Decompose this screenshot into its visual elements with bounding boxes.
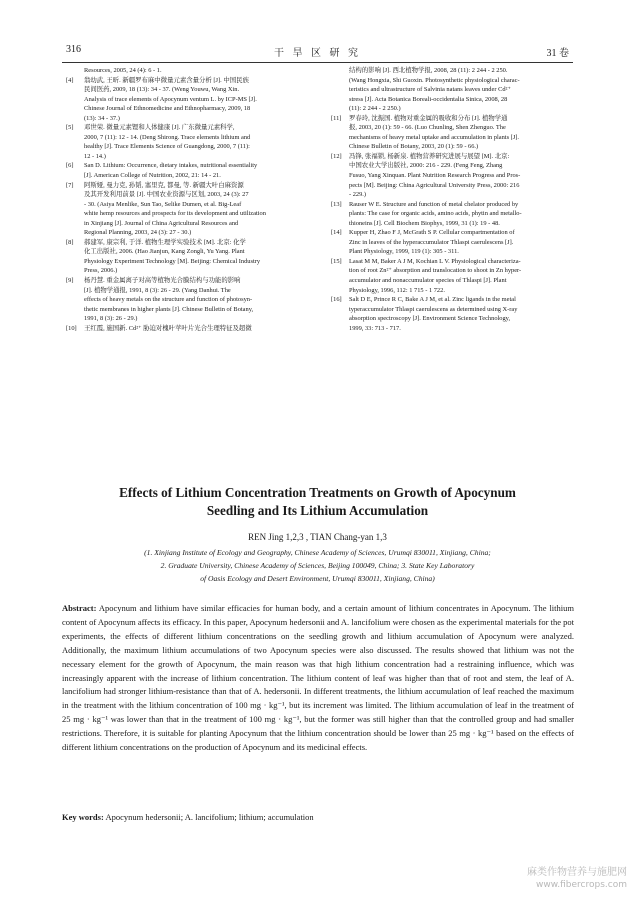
keywords: [62, 812, 574, 822]
reference-line: teristics and ultrastructure of Salvinia natans leaves under Cd²⁺: [349, 86, 511, 94]
site-watermark: [527, 866, 627, 891]
title-line-2: Seedling and Its Lithium Accumulation: [206, 503, 429, 518]
reference-line: mechanisms of heavy metal uptake and accumulation in plants [J].: [349, 133, 520, 141]
reference-line: 冯锋, 张福锁, 杨新泉. 植物营养研究进展与展望 [M]. 北京:: [349, 152, 510, 160]
reference-line: Salt D E, Prince R C, Bake A J M, et al. Zinc ligands in the metal: [349, 296, 516, 304]
reference-line: plants: The case for organic acids, amino acids, phytin and metallo-: [349, 210, 522, 218]
reference-number: [15]: [331, 257, 342, 265]
reference-line: 民间医药, 2009, 18 (13): 34 - 37. (Weng Youwu, Wang Xin.: [84, 86, 240, 94]
reference-line: (13): 34 - 37.): [84, 114, 120, 122]
reference-line: thioneins [J]. Cell Biochem Biophys, 1999, 31 (1): 19 - 48.: [349, 219, 500, 227]
watermark-site-name: 麻类作物营养与施肥网: [527, 867, 627, 878]
reference-line: accumulator and nonaccumulator species of Thlaspi [J]. Plant: [349, 277, 507, 285]
journal-name: 干 旱 区 研 究: [274, 48, 361, 59]
reference-item: [331, 114, 575, 152]
reference-line: San D. Lithium: Occurrence, dietary intakes, nutritional essentiality: [84, 162, 258, 170]
affiliation-line-1: (1. Xinjiang Institute of Ecology and Geography, Chinese Academy of Sciences, Urumqi 830011, Xinjiang, China;: [144, 548, 491, 557]
abstract: [62, 602, 574, 755]
reference-line: absorption spectroscopy [J]. Environment Science Technology,: [349, 315, 511, 323]
reference-line: Kupper H, Zhao F J, McGrath S P. Cellular compartmentation of: [349, 229, 515, 237]
reference-number: [4]: [66, 76, 74, 84]
reference-number: [12]: [331, 152, 342, 160]
reference-line: 及其开发利用前景 [J]. 中国农业资源与区划, 2003, 24 (3): 27: [84, 191, 249, 199]
reference-line: thetic membranes in higher plants [J]. Chinese Bulletin of Botany,: [84, 305, 254, 313]
reference-item: [66, 276, 314, 324]
reference-line: 郝建军, 康宗利, 于洋. 植物生理学实验技术 [M]. 北京: 化学: [84, 238, 246, 246]
title-line-1: Effects of Lithium Concentration Treatments on Growth of Apocynum: [119, 485, 516, 500]
references-left-column: [66, 66, 314, 333]
reference-line: typeraccumulator Thlaspi caerulescens as determined using X-ray: [349, 305, 518, 313]
reference-line: [J]. American College of Nutrition, 2002, 21: 14 - 21.: [84, 172, 221, 180]
reference-item: [331, 295, 575, 333]
affiliation-line-3: of Oasis Ecology and Desert Environment, Urumqi 830011, Xinjiang, China): [200, 574, 435, 583]
reference-line: Plant Physiology, 1999, 119 (1): 305 - 311.: [349, 248, 459, 256]
reference-item: [66, 181, 314, 238]
watermark-url: www.fibercrops.com: [536, 880, 627, 890]
reference-line: 中国农业大学出版社, 2000: 216 - 229. (Feng Feng, Zhang: [349, 162, 503, 170]
reference-line: 2000, 7 (11): 12 - 14. (Deng Shirong. Trace elements lithium and: [84, 133, 251, 141]
reference-line: - 229.): [349, 191, 367, 199]
reference-line: 杨丹慧. 重金属离子对高等植物光合膜结构与功能的影响: [84, 277, 241, 285]
reference-line: Resources, 2005, 24 (4): 6 - 1.: [84, 67, 162, 74]
reference-line: stress [J]. Acta Botanica Boreali-occidentalia Sinica, 2008, 28: [349, 95, 508, 103]
reference-item: [331, 152, 575, 200]
reference-item: [66, 161, 314, 180]
reference-item: [331, 257, 575, 295]
reference-number: [9]: [66, 277, 74, 285]
reference-line: Fusuo, Yang Xinquan. Plant Nutrition Research Progress and Pros-: [349, 172, 521, 180]
reference-line: 阿斯娅, 曼力克, 孙韬, 塞里克, 都曼, 等. 新疆大叶白麻资源: [84, 181, 244, 189]
reference-line: Chinese Journal of Ethnomedicine and Ethnopharmacy, 2009, 18: [84, 105, 251, 113]
reference-number: [13]: [331, 200, 342, 208]
reference-item: [66, 76, 314, 124]
reference-number: [7]: [66, 181, 74, 189]
reference-line: Chinese Bulletin of Botany, 2003, 20 (1): 59 - 66.): [349, 143, 479, 151]
reference-line: 邓世荣. 微量元素锂和人体健康 [J]. 广东微量元素科学,: [84, 124, 235, 132]
reference-line: Physiology Experiment Technology [M]. Beijing: Chemical Industry: [84, 257, 261, 265]
reference-line: Analysis of trace elements of Apocynum ventum L. by ICP-MS [J].: [84, 95, 257, 103]
reference-line: (11): 2 244 - 2 250.): [349, 105, 401, 113]
reference-line: 化工出版社, 2006. (Hao Jianjun, Kang Zongli, Yu Yang. Plant: [84, 248, 245, 256]
reference-line: 罗春玲, 沈振国. 植物对重金属的吸收和分布 [J]. 植物学通: [349, 114, 508, 122]
reference-line: Regional Planning, 2003, 24 (3): 27 - 30.): [84, 229, 192, 237]
keywords-label: Key words:: [62, 812, 104, 822]
reference-number: [5]: [66, 124, 74, 132]
reference-line: - 30. (Asiya Menlike, Sun Tao, Selike Dumen, et al. Big-Leaf: [84, 200, 242, 208]
reference-number: [11]: [331, 114, 342, 122]
reference-line: 王红霞, 施国新. Cd²⁺ 胁迫对槐叶苹叶片光合生理特征及超微: [84, 324, 252, 332]
reference-line: tion of root Zn²⁺ absorption and translocation to shoot in Zn hyper-: [349, 267, 522, 275]
reference-item: [331, 66, 575, 114]
reference-item: [66, 324, 314, 334]
abstract-label: Abstract:: [62, 603, 97, 613]
affiliations: [40, 546, 595, 585]
reference-line: 翁幼武, 王昕. 新疆罗布麻中微量元素含量分析 [J]. 中国民族: [84, 76, 249, 84]
reference-item: [66, 123, 314, 161]
abstract-text: Apocynum and lithium have similar efficacies for human body, and a certain amount of lithium concentrates in Apocynum. The lithium content of Apocynum affects its efficacy. In this paper, Apocynum hedersonii and A. lancifolium were chosen as the experimental materials for the pot experiments, the effects of different lithium concentrations on the seedling growth and lithium accumulation of Apocynum were analyzed. Additionally, the maximum lithium accumulations of two Apocynum species were also discussed. The results showed that lithium was not the necessary element for the growth of Apocynum, the main reason was that high lithium concentration had a restraining influence, which was increasingly apparent with the increase of lithium concentration. The lithium content of leaf was higher than that of root and stem, the leaf of A. lancifolium had stronger lithium-resistance than that of A. hedersonii. In different treatments, the lithium accumulation of leaf reached the maximum in the treatment with the lithium concentration of 100 mg · kg⁻¹, but its increment was limited. The lithium accumulation of leaf in the treatment of 25 mg · kg⁻¹ was lower than that in the treatment of 100 mg · kg⁻¹, but the former was still higher than that the controlled group and had smaller restrictions. Therefore, it is suitable for planting Apocynum that the lithium concentration should be lower than 25 mg · kg⁻¹ based on the effects of different lithium concentrations on the production of Apocynum and its medicinal effects.: [62, 603, 575, 753]
reference-number: [6]: [66, 162, 74, 170]
reference-item: [66, 238, 314, 276]
authors: REN Jing 1,2,3 , TIAN Chang-yan 1,3: [248, 532, 387, 542]
page-number: 316: [66, 44, 81, 55]
keywords-text: Apocynum hedersonii; A. lancifolium; lithium; accumulation: [105, 812, 314, 822]
reference-line: Physiology, 1996, 112: 1 715 - 1 722.: [349, 286, 445, 294]
reference-line: (Wang Hongxia, Shi Guoxin. Photosynthetic physiological charac-: [349, 76, 520, 84]
references-right-column: [331, 66, 575, 333]
reference-line: 报, 2003, 20 (1): 59 - 66. (Luo Chunling, Shen Zhenguo. The: [349, 124, 506, 132]
reference-number: [8]: [66, 238, 74, 246]
reference-number: [10]: [66, 324, 77, 332]
reference-line: white hemp resources and prospects for its development and utilization: [84, 210, 266, 218]
paper-title: [40, 484, 595, 520]
reference-line: Rauser W E. Structure and function of metal chelator produced by: [349, 200, 519, 208]
reference-line: healthy [J]. Trace Elements Science of Guangdong, 2000, 7 (11):: [84, 143, 250, 151]
reference-line: pects [M]. Beijing: China Agricultural University Press, 2000: 216: [349, 181, 520, 189]
reference-line: Lasat M M, Baker A J M, Kochian L V. Physiological characteriza-: [349, 257, 521, 265]
reference-line: in Xinjiang [J]. Journal of China Agricultural Resources and: [84, 219, 239, 227]
reference-line: 结构的影响 [J]. 西北植物学报, 2008, 28 (11): 2 244 - 2 250.: [349, 67, 508, 74]
reference-line: Zinc in leaves of the hyperaccumulator Thlaspi caerulescens [J].: [349, 238, 514, 246]
reference-line: 1991, 8 (3): 26 - 29.): [84, 315, 138, 323]
running-header: [66, 44, 569, 60]
reference-line: effects of heavy metals on the structure and function of photosyn-: [84, 296, 253, 304]
reference-item: [66, 66, 314, 76]
reference-item: [331, 228, 575, 257]
reference-line: [J]. 植物学通报, 1991, 8 (3): 26 - 29. (Yang Danhui. The: [84, 286, 231, 294]
affiliation-line-2: 2. Graduate University, Chinese Academy of Sciences, Beijing 100049, China; 3. State Key Laboratory: [160, 561, 475, 570]
reference-line: 12 - 14.): [84, 152, 106, 160]
reference-number: [16]: [331, 296, 342, 304]
reference-item: [331, 200, 575, 229]
header-rule: [62, 62, 573, 63]
reference-number: [14]: [331, 229, 342, 237]
reference-line: 1999, 33: 713 - 717.: [349, 324, 401, 332]
volume-label: 31 卷: [546, 48, 569, 59]
reference-line: Press, 2006.): [84, 267, 118, 275]
